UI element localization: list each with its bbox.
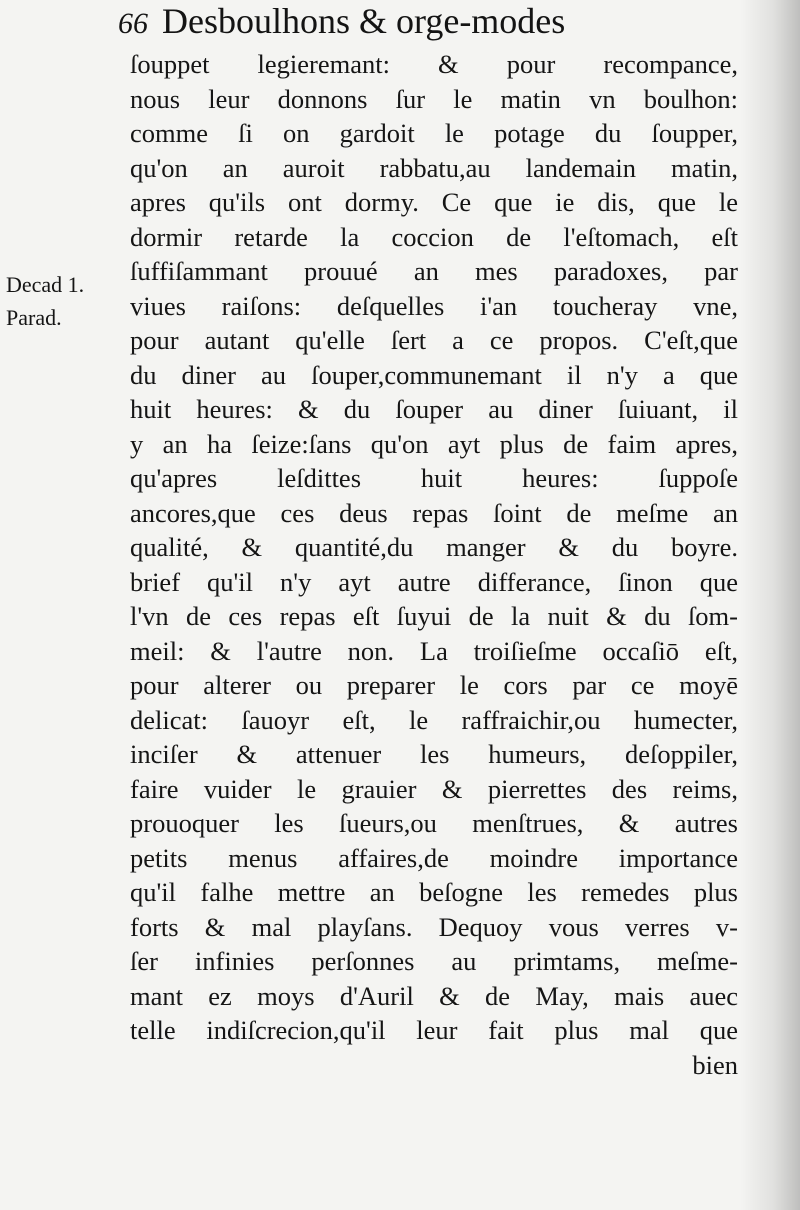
- page-header: [118, 0, 565, 44]
- text-line: faire vuider le grauier & pierrettes des reims,: [130, 773, 738, 804]
- text-line: qu'apres leſdittes huit heures: ſuppoſe: [130, 463, 738, 493]
- text-line: qu'on an auroit rabbatu,au landemain matin,: [130, 152, 738, 183]
- text-line: viues raiſons: deſquelles i'an toucheray vne,: [130, 290, 738, 321]
- catchword: bien: [692, 1049, 738, 1080]
- text-line: inciſer & attenuer les humeurs, deſoppiler,: [130, 739, 738, 769]
- text-line: ancores,que ces deus repas ſoint de meſme an: [130, 497, 738, 528]
- text-line: qu'il falhe mettre an beſogne les remedes plus: [130, 877, 738, 907]
- text-line: qualité, & quantité,du manger & du boyre.: [130, 532, 738, 562]
- body-text: [130, 47, 738, 1082]
- text-line: pour autant qu'elle ſert a ce propos. C'eſt,que: [130, 325, 738, 355]
- text-line: telle indiſcrecion,qu'il leur fait plus mal que: [130, 1015, 738, 1045]
- page-number: 66: [118, 7, 148, 40]
- text-line: pour alterer ou preparer le cors par ce moyē: [130, 670, 738, 700]
- margin-note-line: Parad.: [6, 305, 62, 330]
- text-line: forts & mal playſans. Dequoy vous verres v-: [130, 911, 738, 942]
- text-line: ſuffiſammant prouué an mes paradoxes, par: [130, 256, 738, 286]
- margin-note-line: Decad 1.: [6, 272, 85, 297]
- text-line: apres qu'ils ont dormy. Ce que ie dis, que le: [130, 187, 738, 217]
- page-gutter-shadow: [740, 0, 800, 1210]
- text-line: du diner au ſouper,communemant il n'y a que: [130, 359, 738, 390]
- text-line: nous leur donnons ſur le matin vn boulhon:: [130, 83, 738, 114]
- text-line: delicat: ſauoyr eſt, le raffraichir,ou humecter,: [130, 704, 738, 735]
- running-head: Desboulhons & orge-modes: [162, 1, 566, 41]
- text-line: l'vn de ces repas eſt ſuyui de la nuit & du ſom-: [130, 601, 738, 631]
- margin-note: [6, 268, 84, 334]
- text-line: dormir retarde la coccion de l'eſtomach, eſt: [130, 221, 738, 252]
- text-line: meil: & l'autre non. La troiſieſme occaſiō eſt,: [130, 635, 738, 666]
- text-line: ſouppet legieremant: & pour recompance,: [130, 49, 738, 79]
- text-line: brief qu'il n'y ayt autre differance, ſinon que: [130, 566, 738, 597]
- text-line: petits menus affaires,de moindre importance: [130, 842, 738, 873]
- text-line: ſer infinies perſonnes au primtams, meſme-: [130, 946, 738, 976]
- text-line: prouoquer les ſueurs,ou menſtrues, & autres: [130, 808, 738, 838]
- text-line: comme ſi on gardoit le potage du ſoupper,: [130, 118, 738, 148]
- text-line: mant ez moys d'Auril & de May, mais auec: [130, 980, 738, 1011]
- text-line: y an ha ſeize:ſans qu'on ayt plus de faim apres,: [130, 428, 738, 459]
- text-line: huit heures: & du ſouper au diner ſuiuant, il: [130, 394, 738, 424]
